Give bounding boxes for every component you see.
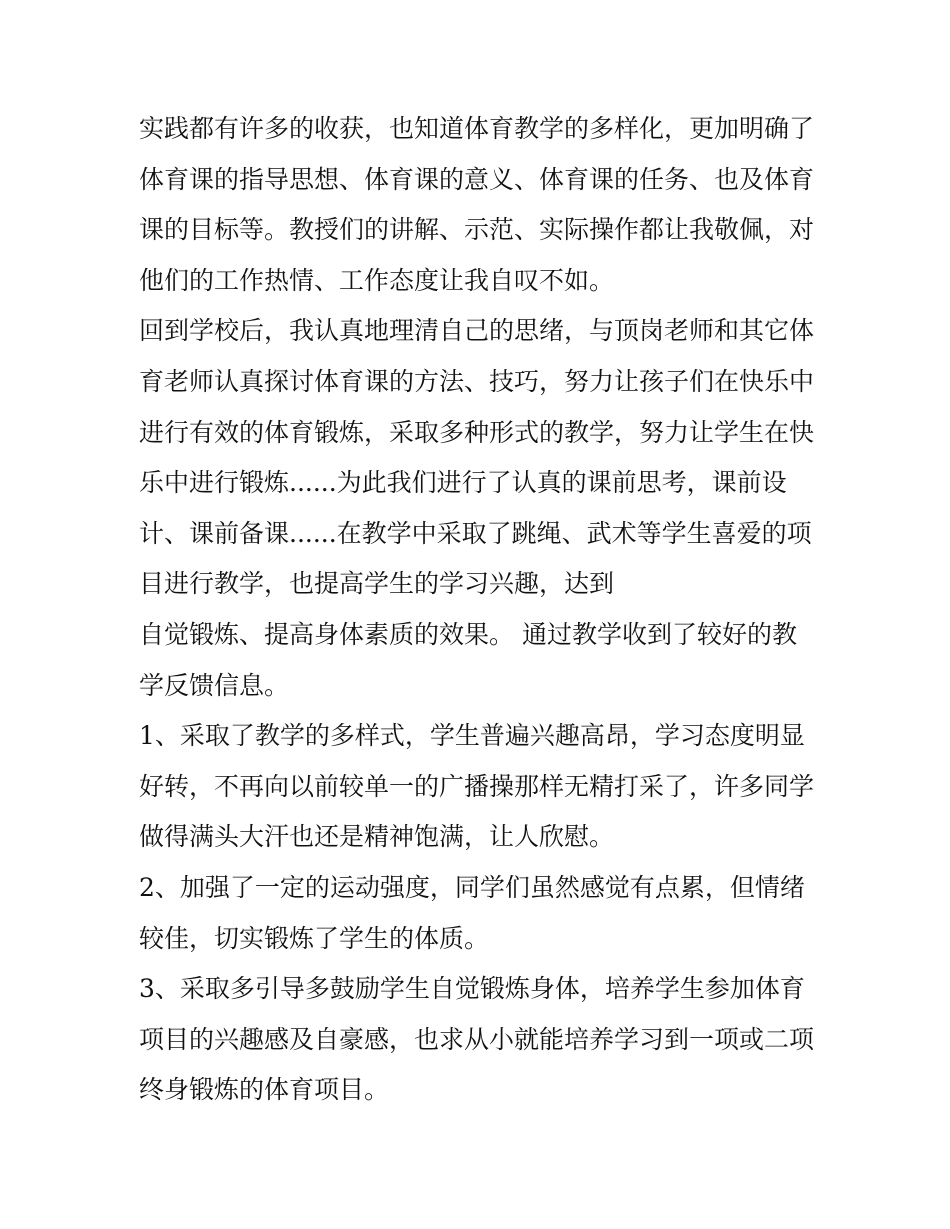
text-line: 计、课前备课......在教学中采取了跳绳、武术等学生喜爱的项 [139,518,812,548]
text-line: 育老师认真探讨体育课的方法、技巧，努力让孩子们在快乐中 [139,366,815,396]
text-line: 他们的工作热情、工作态度让我自叹不如。 [139,265,615,295]
text-line: 学反馈信息。 [139,670,290,700]
text-line: 1、采取了教学的多样式，学生普遍兴趣高昂，学习态度明显 [139,721,805,751]
text-line: 好转，不再向以前较单一的广播操那样无精打采了，许多同学 [139,771,815,801]
text-line: 实践都有许多的收获，也知道体育教学的多样化，更加明确了 [139,114,815,143]
text-line: 体育课的指导思想、体育课的意义、体育课的任务、也及体育 [139,164,815,194]
text-line: 进行有效的体育锻炼，采取多种形式的教学，努力让学生在快 [139,417,815,447]
text-line: 自觉锻炼、提高身体素质的效果。 通过教学收到了较好的教 [139,619,797,649]
text-line: 2、加强了一定的运动强度，同学们虽然感觉有点累，但情绪 [139,872,805,902]
text-line: 回到学校后，我认真地理清自己的思绪，与顶岗老师和其它体 [139,316,815,346]
text-line: 较佳，切实锻炼了学生的体质。 [139,923,490,953]
text-line: 课的目标等。教授们的讲解、示范、实际操作都让我敬佩，对 [139,215,815,245]
body-text [139,104,839,1116]
text-line: 做得满头大汗也还是精神饱满，让人欣慰。 [139,822,615,852]
text-line: 乐中进行锻炼......为此我们进行了认真的课前思考，课前设 [139,468,787,498]
text-line: 项目的兴趣感及自豪感，也求从小就能培养学习到一项或二项 [139,1024,815,1054]
text-line: 3、采取多引导多鼓励学生自觉锻炼身体，培养学生参加体育 [139,974,805,1004]
text-line: 终身锻炼的体育项目。 [139,1075,390,1105]
text-line: 目进行教学，也提高学生的学习兴趣，达到 [139,569,615,599]
